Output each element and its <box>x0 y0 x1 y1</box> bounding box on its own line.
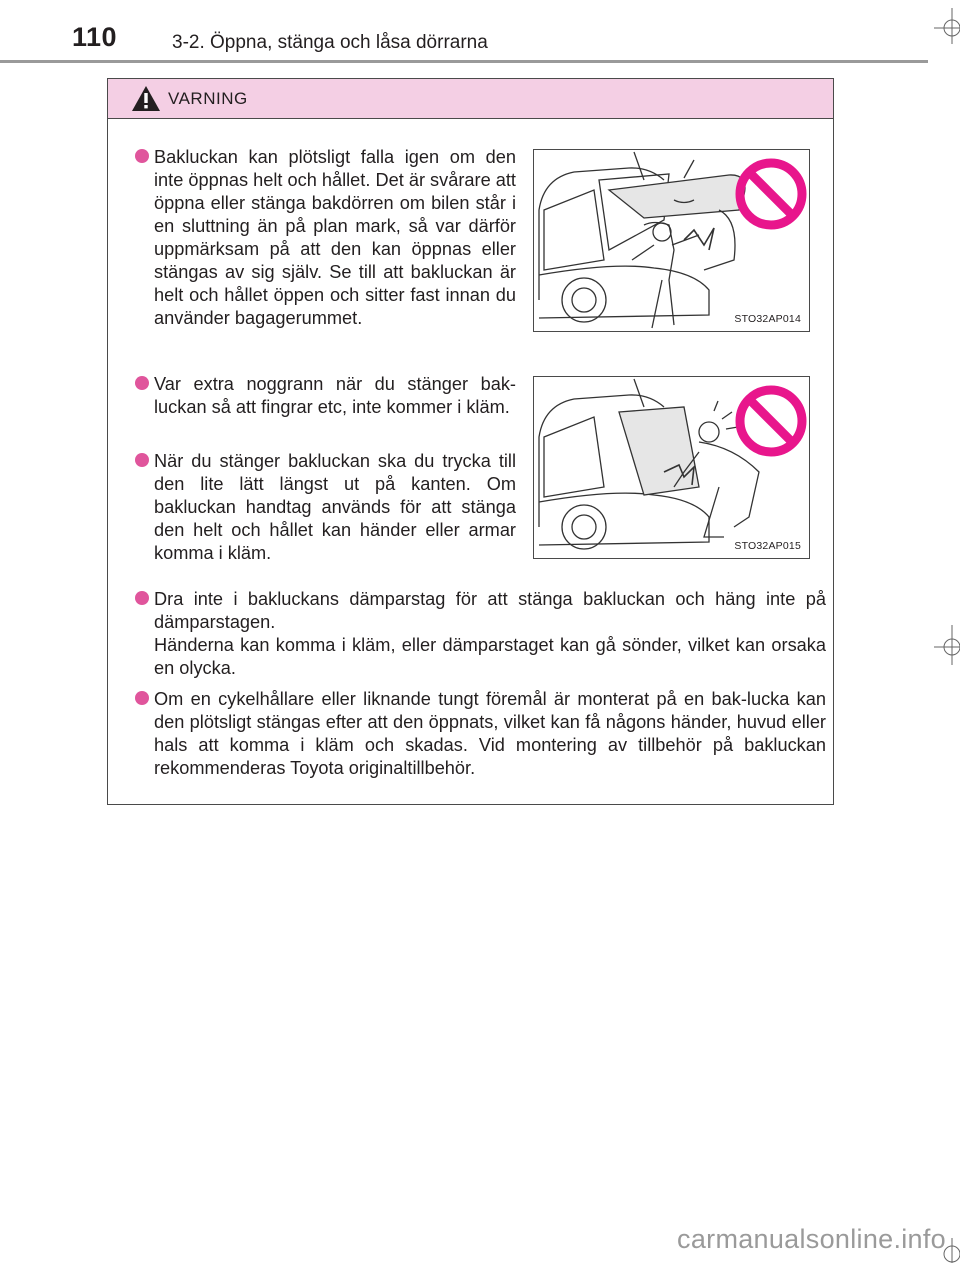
warning-label: VARNING <box>168 89 248 108</box>
bullet-icon <box>135 591 149 605</box>
figure-code: STO32AP014 <box>734 313 801 325</box>
warning-item-2 <box>154 373 516 419</box>
page-number: 110 <box>72 22 118 52</box>
header-rule <box>0 60 928 63</box>
illustration-tailgate-closing <box>533 376 810 559</box>
figure-code: STO32AP015 <box>734 540 801 552</box>
bullet-icon <box>135 149 149 163</box>
warning-triangle-icon <box>131 85 161 112</box>
car-tailgate-illustration <box>534 150 809 331</box>
warning-item-text: Händerna kan komma i kläm, eller dämparstaget kan gå sönder, vilket kan orsaka en olycka. <box>154 635 826 678</box>
bullet-icon <box>135 691 149 705</box>
warning-item-text: Var extra noggrann när du stänger bak-luckan så att fingrar etc, inte kommer i kläm. <box>154 374 516 417</box>
section-title: 3-2. Öppna, stänga och låsa dörrarna <box>172 32 488 53</box>
warning-item-5 <box>154 688 826 780</box>
warning-header <box>108 79 833 119</box>
crop-mark-mid-right <box>930 625 960 665</box>
bullet-icon <box>135 376 149 390</box>
page-header <box>0 0 960 64</box>
watermark: carmanualsonline.info <box>677 1224 946 1254</box>
warning-box <box>107 78 834 805</box>
warning-item-text: Dra inte i bakluckans dämparstag för att stänga bakluckan och häng inte på dämparstagen. <box>154 589 826 632</box>
bullet-icon <box>135 453 149 467</box>
illustration-tailgate-falling <box>533 149 810 332</box>
warning-item-text: När du stänger bakluckan ska du trycka till den lite lätt längst ut på kanten. Om bakluckan handtag används för att stänga den helt och hållet kan händer eller armar komma i kläm. <box>154 451 516 563</box>
warning-item-text: Om en cykelhållare eller liknande tungt föremål är monterat på en bak-lucka kan den plötsligt stängas efter att den öppnats, vilket kan få någons händer, huvud eller hals att komma i kläm och skadas. Vid montering av tillbehör på bakluckan rekommenderas Toyota originaltillbehör. <box>154 689 826 778</box>
warning-item-4 <box>154 588 826 680</box>
warning-item-3 <box>154 450 516 565</box>
car-tailgate-closing-illustration <box>534 377 809 558</box>
warning-item-text: Bakluckan kan plötsligt falla igen om den inte öppnas helt och hållet. Det är svårare att öppna eller stänga bakdörren om bilen står i en sluttning än på plan mark, så var därför uppmärksam på att den kan öppnas eller stängas av sig själv. Se till att bakluckan är helt och hållet öppen och sitter fast innan du använder bagagerummet. <box>154 147 516 328</box>
warning-item-1 <box>154 146 516 330</box>
